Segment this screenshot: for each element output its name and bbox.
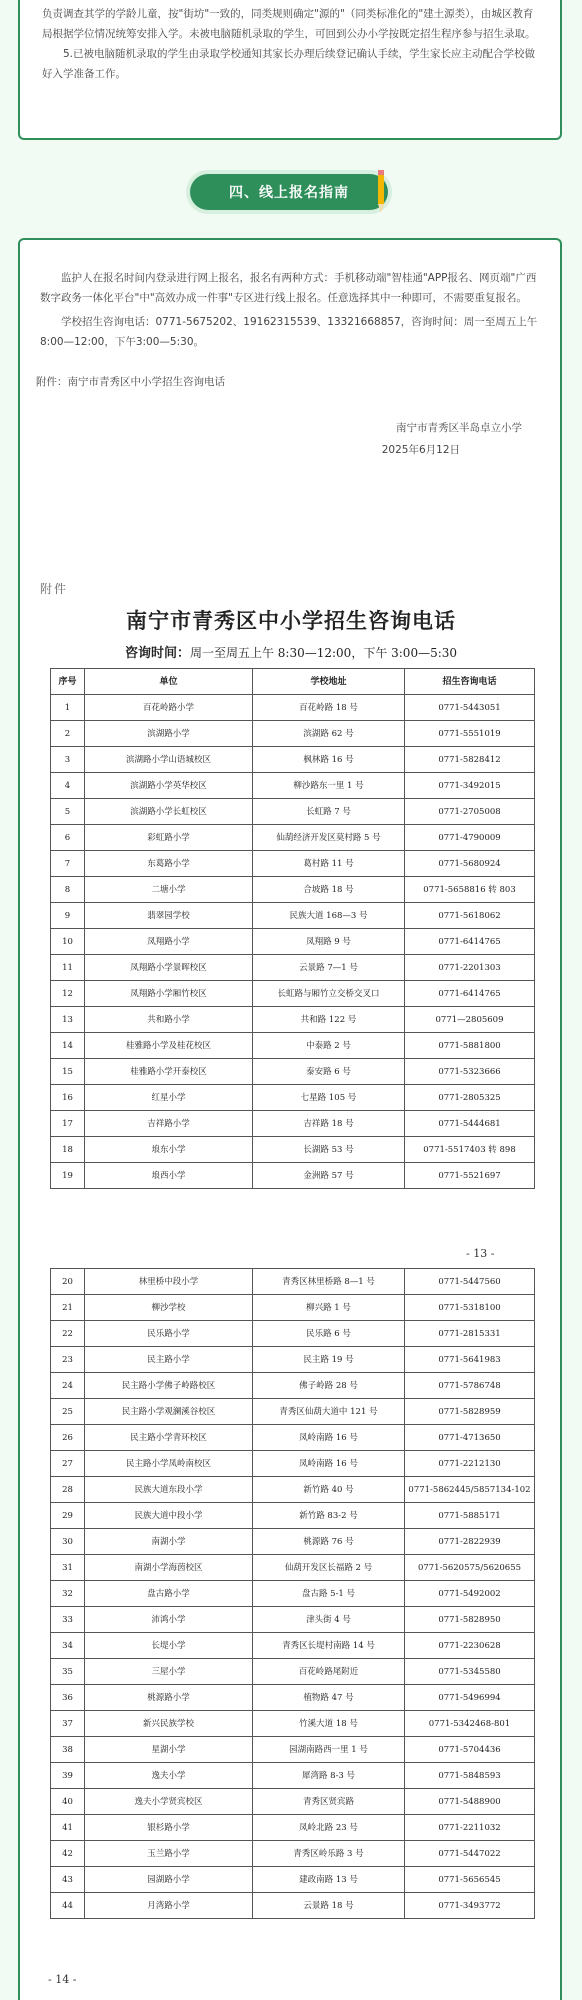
table-row (51, 799, 535, 825)
cell-phone: 0771-5848593 (405, 1763, 535, 1789)
table-row (51, 903, 535, 929)
cell-unit: 南湖小学 (85, 1529, 253, 1555)
cell-unit: 民主路小学 (85, 1347, 253, 1373)
cell-phone: 0771-5318100 (405, 1295, 535, 1321)
cell-address: 仙葫经济开发区莫村路 5 号 (253, 825, 405, 851)
cell-index: 24 (51, 1373, 85, 1399)
cell-address: 桃源路 76 号 (253, 1529, 405, 1555)
cell-phone: 0771-5680924 (405, 851, 535, 877)
cell-phone: 0771-5641983 (405, 1347, 535, 1373)
cell-phone: 0771-5521697 (405, 1163, 535, 1189)
cell-index: 28 (51, 1477, 85, 1503)
cell-unit: 凤翔路小学厢竹校区 (85, 981, 253, 1007)
cell-phone: 0771-2805325 (405, 1085, 535, 1111)
table-row (51, 1711, 535, 1737)
cell-unit: 翡翠园学校 (85, 903, 253, 929)
cell-unit: 二塘小学 (85, 877, 253, 903)
table-row (51, 1111, 535, 1137)
cell-phone: 0771-3493772 (405, 1893, 535, 1919)
cell-index: 27 (51, 1451, 85, 1477)
cell-address: 凤岭南路 16 号 (253, 1425, 405, 1451)
cell-unit: 桂雅路小学及桂花校区 (85, 1033, 253, 1059)
cell-address: 竹溪大道 18 号 (253, 1711, 405, 1737)
cell-address: 柳沙路东一里 1 号 (253, 773, 405, 799)
previous-section-text: 负责调查其学的学龄儿童，按"街坊"一致的，同类规则确定"源的"（同类标准化的"建土源类），由城区教育局根据学位情况统筹安排入学。未被电脑随机录取的学生，可回到公办小学按既定招生程序参与招生录取。 (42, 8, 536, 40)
cell-address: 凤翔路 9 号 (253, 929, 405, 955)
cell-index: 11 (51, 955, 85, 981)
cell-unit: 新兴民族学校 (85, 1711, 253, 1737)
cell-index: 39 (51, 1763, 85, 1789)
section-banner (190, 174, 388, 210)
cell-unit: 吉祥路小学 (85, 1111, 253, 1137)
table-row (51, 1425, 535, 1451)
attachment-label: 附件 (40, 582, 69, 596)
cell-unit: 月湾路小学 (85, 1893, 253, 1919)
cell-phone: 0771-5447022 (405, 1841, 535, 1867)
cell-phone: 0771-5828959 (405, 1399, 535, 1425)
cell-unit: 凤翔路小学 (85, 929, 253, 955)
cell-address: 凤岭南路 16 号 (253, 1451, 405, 1477)
cell-unit: 银杉路小学 (85, 1815, 253, 1841)
cell-address: 青秀区岭乐路 3 号 (253, 1841, 405, 1867)
cell-phone: 0771-5342468-801 (405, 1711, 535, 1737)
cell-address: 泰安路 6 号 (253, 1059, 405, 1085)
cell-unit: 彩虹路小学 (85, 825, 253, 851)
cell-index: 6 (51, 825, 85, 851)
cell-phone: 0771-5658816 转 803 (405, 877, 535, 903)
table-row (51, 1269, 535, 1295)
cell-phone: 0771-5517403 转 898 (405, 1137, 535, 1163)
cell-index: 21 (51, 1295, 85, 1321)
cell-unit: 民主路小学青环校区 (85, 1425, 253, 1451)
cell-phone: 0771-3492015 (405, 773, 535, 799)
previous-section-box (18, 0, 562, 140)
table-row (51, 1007, 535, 1033)
cell-address: 中泰路 2 号 (253, 1033, 405, 1059)
cell-address: 新竹路 40 号 (253, 1477, 405, 1503)
cell-address: 合坡路 18 号 (253, 877, 405, 903)
cell-index: 5 (51, 799, 85, 825)
cell-index: 33 (51, 1607, 85, 1633)
cell-address: 津头街 4 号 (253, 1607, 405, 1633)
table-row (51, 1137, 535, 1163)
cell-address: 长湖路 53 号 (253, 1137, 405, 1163)
cell-index: 16 (51, 1085, 85, 1111)
cell-address: 七星路 105 号 (253, 1085, 405, 1111)
table-row (51, 1295, 535, 1321)
cell-unit: 东葛路小学 (85, 851, 253, 877)
header-address: 学校地址 (253, 669, 405, 695)
contact-table-page-1 (50, 668, 535, 1189)
table-row (51, 1529, 535, 1555)
cell-unit: 逸夫小学贤宾校区 (85, 1789, 253, 1815)
cell-address: 金洲路 57 号 (253, 1163, 405, 1189)
cell-unit: 园湖路小学 (85, 1867, 253, 1893)
table-row (51, 721, 535, 747)
page-number-13: - 13 - (466, 1247, 495, 1260)
cell-phone: 0771-5551019 (405, 721, 535, 747)
cell-unit: 民族大道中段小学 (85, 1503, 253, 1529)
cell-address: 青秀区贤宾路 (253, 1789, 405, 1815)
cell-index: 2 (51, 721, 85, 747)
cell-address: 民主路 19 号 (253, 1347, 405, 1373)
table-row (51, 1059, 535, 1085)
cell-index: 15 (51, 1059, 85, 1085)
cell-address: 百花岭路 18 号 (253, 695, 405, 721)
cell-index: 29 (51, 1503, 85, 1529)
cell-unit: 埌西小学 (85, 1163, 253, 1189)
header-phone: 招生咨询电话 (405, 669, 535, 695)
cell-address: 民族大道 168—3 号 (253, 903, 405, 929)
cell-index: 13 (51, 1007, 85, 1033)
cell-index: 1 (51, 695, 85, 721)
table-row (51, 1893, 535, 1919)
consult-time-value: 周一至周五上午 8:30—12:00，下午 3:00—5:30 (189, 646, 458, 660)
cell-index: 23 (51, 1347, 85, 1373)
cell-address: 枫林路 16 号 (253, 747, 405, 773)
signature-date: 2025年6月12日 (381, 444, 460, 456)
table-row (51, 1685, 535, 1711)
cell-unit: 林里桥中段小学 (85, 1269, 253, 1295)
cell-index: 9 (51, 903, 85, 929)
cell-index: 38 (51, 1737, 85, 1763)
cell-phone: 0771-2212130 (405, 1451, 535, 1477)
contact-table-page-2 (50, 1268, 535, 1919)
cell-phone: 0771-5345580 (405, 1659, 535, 1685)
cell-index: 26 (51, 1425, 85, 1451)
cell-phone: 0771—2805609 (405, 1007, 535, 1033)
table-row (51, 1033, 535, 1059)
cell-address: 盘古路 5-1 号 (253, 1581, 405, 1607)
cell-phone: 0771-6414765 (405, 929, 535, 955)
cell-phone: 0771-5620575/5620655 (405, 1555, 535, 1581)
consult-time-label: 咨询时间： (124, 646, 190, 661)
cell-phone: 0771-5444681 (405, 1111, 535, 1137)
cell-address: 百花岭路尾附近 (253, 1659, 405, 1685)
cell-index: 20 (51, 1269, 85, 1295)
table-row (51, 1737, 535, 1763)
consult-time (0, 642, 582, 661)
cell-index: 41 (51, 1815, 85, 1841)
cell-address: 长虹路与厢竹立交桥交叉口 (253, 981, 405, 1007)
table-row (51, 1085, 535, 1111)
cell-unit: 红星小学 (85, 1085, 253, 1111)
cell-phone: 0771-2815331 (405, 1321, 535, 1347)
table-row (51, 1347, 535, 1373)
cell-phone: 0771-5618062 (405, 903, 535, 929)
cell-unit: 盘古路小学 (85, 1581, 253, 1607)
table-row (51, 1659, 535, 1685)
cell-address: 长虹路 7 号 (253, 799, 405, 825)
cell-address: 仙葫开发区长福路 2 号 (253, 1555, 405, 1581)
cell-phone: 0771-5656545 (405, 1867, 535, 1893)
cell-address: 建政南路 13 号 (253, 1867, 405, 1893)
cell-index: 34 (51, 1633, 85, 1659)
cell-address: 吉祥路 18 号 (253, 1111, 405, 1137)
cell-phone: 0771-5881800 (405, 1033, 535, 1059)
table-row (51, 981, 535, 1007)
cell-unit: 埌东小学 (85, 1137, 253, 1163)
cell-address: 佛子岭路 28 号 (253, 1373, 405, 1399)
table-row (51, 1555, 535, 1581)
cell-unit: 桂雅路小学开泰校区 (85, 1059, 253, 1085)
cell-address: 云景路 7—1 号 (253, 955, 405, 981)
cell-index: 4 (51, 773, 85, 799)
table-header-row (51, 669, 535, 695)
signature-org: 南宁市青秀区半岛卓立小学 (396, 422, 522, 434)
cell-unit: 百花岭路小学 (85, 695, 253, 721)
cell-phone: 0771-5786748 (405, 1373, 535, 1399)
cell-phone: 0771-2822939 (405, 1529, 535, 1555)
cell-address: 凤岭北路 23 号 (253, 1815, 405, 1841)
previous-section-item-5: 5.已被电脑随机录取的学生由录取学校通知其家长办理后续登记确认手续，学生家长应主动配合学校做好入学准备工作。 (42, 48, 536, 80)
cell-phone: 0771-2230628 (405, 1633, 535, 1659)
cell-address: 滨湖路 62 号 (253, 721, 405, 747)
cell-address: 青秀区林里桥路 8—1 号 (253, 1269, 405, 1295)
cell-unit: 玉兰路小学 (85, 1841, 253, 1867)
cell-address: 园湖南路西一里 1 号 (253, 1737, 405, 1763)
cell-unit: 民主路小学凤岭南校区 (85, 1451, 253, 1477)
cell-address: 共和路 122 号 (253, 1007, 405, 1033)
cell-unit: 桃源路小学 (85, 1685, 253, 1711)
table-row (51, 1633, 535, 1659)
table-row (51, 1581, 535, 1607)
cell-address: 青秀区长堤村南路 14 号 (253, 1633, 405, 1659)
document-title: 南宁市青秀区中小学招生咨询电话 (126, 608, 456, 633)
table-row (51, 877, 535, 903)
cell-unit: 逸夫小学 (85, 1763, 253, 1789)
cell-address: 柳兴路 1 号 (253, 1295, 405, 1321)
cell-index: 30 (51, 1529, 85, 1555)
guide-paragraph-1: 监护人在报名时间内登录进行网上报名，报名有两种方式：手机移动端"智桂通"APP报名、网页端"广西数字政务一体化平台"中"高效办成一件事"专区进行线上报名。任意选择其中一种即可，不需要重复报名。 (40, 272, 537, 304)
cell-unit: 滨湖路小学山语城校区 (85, 747, 253, 773)
table-row (51, 1789, 535, 1815)
cell-index: 7 (51, 851, 85, 877)
cell-phone: 0771-2201303 (405, 955, 535, 981)
table-row (51, 825, 535, 851)
table-row (51, 1163, 535, 1189)
cell-unit: 三屋小学 (85, 1659, 253, 1685)
cell-phone: 0771-5496994 (405, 1685, 535, 1711)
cell-index: 22 (51, 1321, 85, 1347)
pencil-icon (375, 168, 387, 214)
cell-address: 犀湾路 8-3 号 (253, 1763, 405, 1789)
cell-phone: 0771-4790009 (405, 825, 535, 851)
cell-index: 14 (51, 1033, 85, 1059)
cell-unit: 柳沙学校 (85, 1295, 253, 1321)
table-row (51, 1399, 535, 1425)
table-row (51, 1763, 535, 1789)
table-row (51, 695, 535, 721)
table-row (51, 955, 535, 981)
cell-index: 37 (51, 1711, 85, 1737)
header-index: 序号 (51, 669, 85, 695)
attachment-note: 附件：南宁市青秀区中小学招生咨询电话 (36, 376, 225, 388)
cell-index: 19 (51, 1163, 85, 1189)
cell-index: 32 (51, 1581, 85, 1607)
cell-unit: 民族大道东段小学 (85, 1477, 253, 1503)
table-row (51, 1867, 535, 1893)
cell-phone: 0771-5828950 (405, 1607, 535, 1633)
section-banner-label: 四、线上报名指南 (229, 185, 349, 201)
cell-index: 25 (51, 1399, 85, 1425)
table-row (51, 851, 535, 877)
cell-unit: 长堤小学 (85, 1633, 253, 1659)
cell-address: 葛村路 11 号 (253, 851, 405, 877)
cell-unit: 凤翔路小学景晖校区 (85, 955, 253, 981)
cell-phone: 0771-5828412 (405, 747, 535, 773)
cell-phone: 0771-5885171 (405, 1503, 535, 1529)
cell-address: 民乐路 6 号 (253, 1321, 405, 1347)
cell-phone: 0771-2211032 (405, 1815, 535, 1841)
table-row (51, 1607, 535, 1633)
cell-unit: 民主路小学观澜溪谷校区 (85, 1399, 253, 1425)
cell-index: 44 (51, 1893, 85, 1919)
table-row (51, 1373, 535, 1399)
table-row (51, 747, 535, 773)
table-row (51, 1477, 535, 1503)
cell-unit: 滨湖路小学 (85, 721, 253, 747)
cell-index: 17 (51, 1111, 85, 1137)
table-row (51, 1841, 535, 1867)
cell-unit: 民乐路小学 (85, 1321, 253, 1347)
table-row (51, 1815, 535, 1841)
cell-index: 31 (51, 1555, 85, 1581)
page-number-14: - 14 - (48, 1973, 77, 1986)
table-row (51, 929, 535, 955)
cell-address: 云景路 18 号 (253, 1893, 405, 1919)
cell-phone: 0771-5492002 (405, 1581, 535, 1607)
cell-address: 植物路 47 号 (253, 1685, 405, 1711)
table-row (51, 773, 535, 799)
table-row (51, 1503, 535, 1529)
cell-index: 3 (51, 747, 85, 773)
header-unit: 单位 (85, 669, 253, 695)
cell-unit: 沛鸿小学 (85, 1607, 253, 1633)
table-row (51, 1451, 535, 1477)
cell-phone: 0771-5323666 (405, 1059, 535, 1085)
cell-index: 18 (51, 1137, 85, 1163)
cell-unit: 共和路小学 (85, 1007, 253, 1033)
cell-phone: 0771-2705008 (405, 799, 535, 825)
cell-unit: 滨湖路小学英华校区 (85, 773, 253, 799)
guide-paragraph-2: 学校招生咨询电话：0771-5675202、19162315539、13321668857，咨询时间：周一至周五上午8:00—12:00，下午3:00—5:30。 (40, 316, 538, 348)
cell-phone: 0771-5704436 (405, 1737, 535, 1763)
cell-phone: 0771-5488900 (405, 1789, 535, 1815)
cell-index: 35 (51, 1659, 85, 1685)
cell-address: 新竹路 83-2 号 (253, 1503, 405, 1529)
cell-unit: 南湖小学海茵校区 (85, 1555, 253, 1581)
cell-unit: 民主路小学佛子岭路校区 (85, 1373, 253, 1399)
cell-address: 青秀区仙葫大道中 121 号 (253, 1399, 405, 1425)
cell-phone: 0771-6414765 (405, 981, 535, 1007)
cell-phone: 0771-4713650 (405, 1425, 535, 1451)
cell-index: 10 (51, 929, 85, 955)
cell-unit: 滨湖路小学长虹校区 (85, 799, 253, 825)
cell-unit: 星湖小学 (85, 1737, 253, 1763)
cell-phone: 0771-5862445/5857134-102 (405, 1477, 535, 1503)
cell-index: 43 (51, 1867, 85, 1893)
cell-index: 36 (51, 1685, 85, 1711)
cell-phone: 0771-5447560 (405, 1269, 535, 1295)
cell-index: 12 (51, 981, 85, 1007)
cell-phone: 0771-5443051 (405, 695, 535, 721)
cell-index: 42 (51, 1841, 85, 1867)
cell-index: 40 (51, 1789, 85, 1815)
cell-index: 8 (51, 877, 85, 903)
table-row (51, 1321, 535, 1347)
